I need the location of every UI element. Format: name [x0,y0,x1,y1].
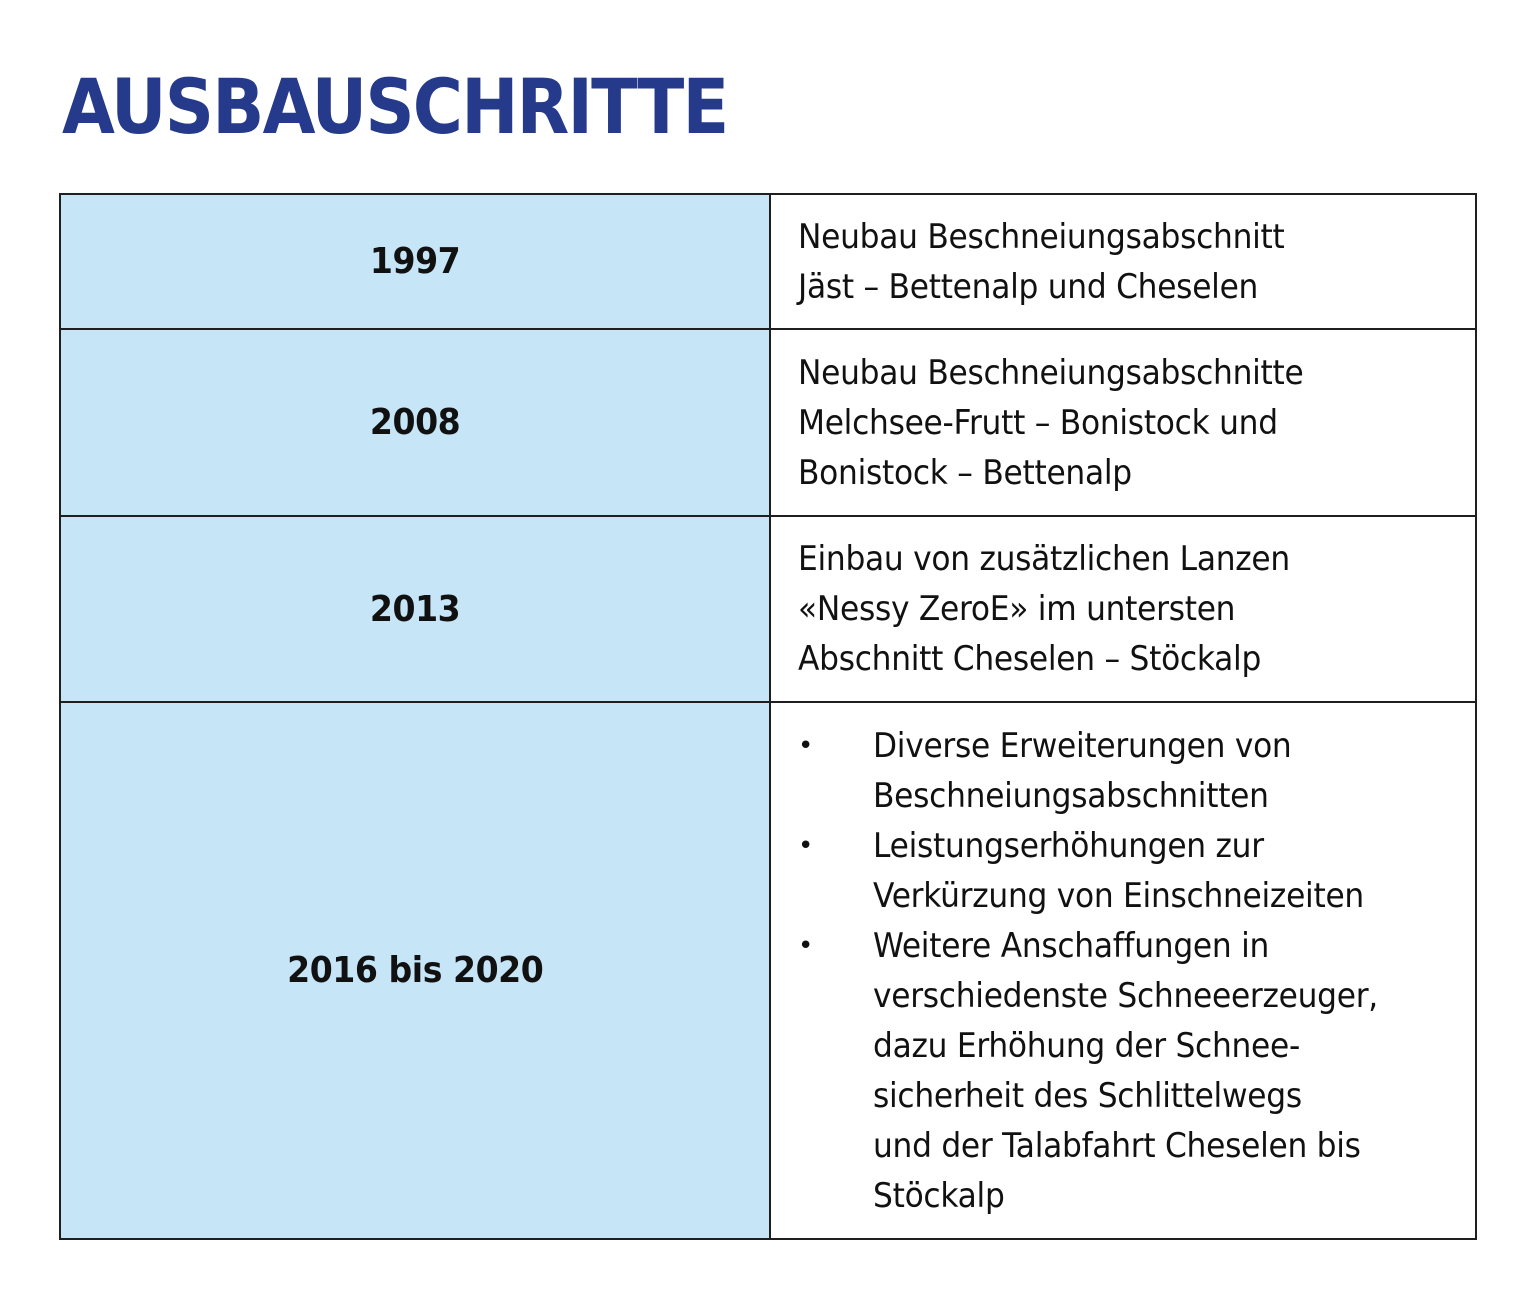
bullet-icon: • [798,830,814,861]
description-line: Neubau Beschneiungsabschnitte [798,352,1304,393]
table-row [60,702,1476,1239]
bullet-item [798,721,1465,821]
description-line: Einbau von zusätzlichen Lanzen [798,539,1290,579]
bullet-list [798,721,1465,1221]
year-label: 2008 [369,402,461,443]
expansion-steps-table [59,193,1477,1240]
description-line: Verkürzung von Einschneizeiten [873,875,1364,916]
description-cell [770,329,1476,516]
bullet-icon: • [798,930,814,961]
description-cell [770,702,1476,1239]
description-line: Abschnitt Cheselen – Stöckalp [798,639,1262,679]
description-cell [770,194,1476,329]
description-line: dazu Erhöhung der Schnee- [873,1025,1301,1066]
year-cell [60,194,770,329]
description-line: Melchsee-Frutt – Bonistock und [798,402,1278,443]
description-line: Diverse Erweiterungen von [873,725,1292,766]
description-line: Neubau Beschneiungsabschnitt [798,216,1285,257]
description-line: sicherheit des Schlittelwegs [873,1075,1302,1116]
description-line: Stöckalp [873,1175,1005,1216]
description-line: verschiedenste Schneeerzeuger, [873,975,1378,1016]
page-title: AUSBAUSCHRITTE [62,62,728,151]
description-line: Weitere Anschaffungen in [873,925,1270,966]
year-cell [60,702,770,1239]
description-line: «Nessy ZeroE» im untersten [798,589,1236,629]
description-line: Leistungserhöhungen zur [873,825,1264,866]
year-cell [60,329,770,516]
table-row [60,194,1476,329]
bullet-item [798,821,1465,921]
description-line: und der Talabfahrt Cheselen bis [873,1125,1361,1166]
table-row [60,516,1476,702]
table-row [60,329,1476,516]
year-label: 2013 [369,588,461,630]
description-cell [770,516,1476,702]
bullet-icon: • [798,730,814,761]
description-line: Bonistock – Bettenalp [798,452,1132,493]
description-line: Beschneiungsabschnitten [873,775,1269,816]
year-label: 2016 bis 2020 [286,950,544,991]
year-cell [60,516,770,702]
description-line: Jäst – Bettenalp und Cheselen [798,266,1259,307]
year-label: 1997 [369,241,461,282]
bullet-item [798,921,1465,1221]
